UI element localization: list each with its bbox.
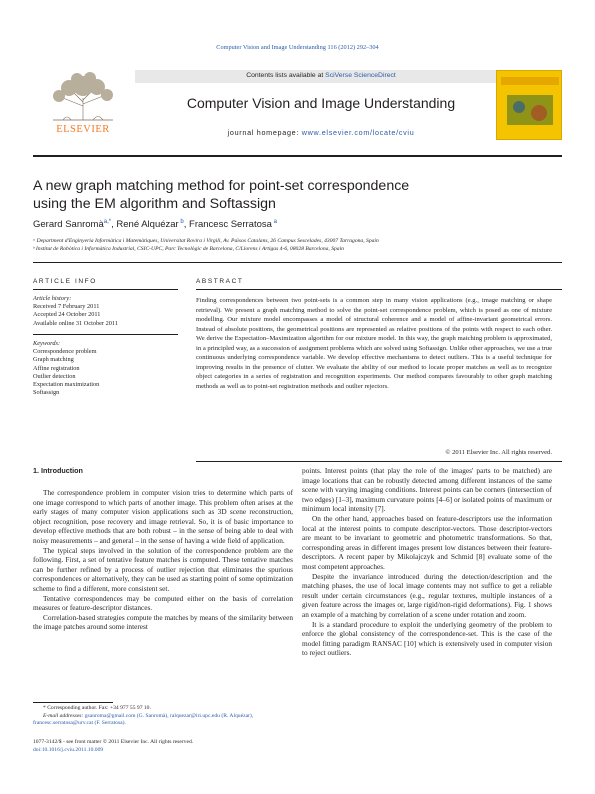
paragraph: On the other hand, approaches based on feature-descriptors use the information local at the interest points to compute descriptor-vectors. Those descriptor-vectors are meant to be invariant to geometric and photometric transformations. So that, corresponding areas in different images present low distances between their feature-descriptors. A recent paper by Mikolajczyk and Schmid [8] evaluate some of the most competent approaches.	[302, 513, 552, 571]
paragraph: The correspondence problem in computer vision tries to determine which parts of one image correspond to which parts of another image. This problem often arises at the early stages of many computer vision applications such as 3D scene reconstruction, object recognition, pose recovery and image retrieval. So, it is of basic importance to develop effective methods that are both robust – in the sense of being able to deal with noisy measurements – and general – in the sense of having a wide field of application.	[33, 488, 293, 545]
elsevier-wordmark: ELSEVIER	[56, 124, 110, 135]
keyword: Expectation maximization	[33, 381, 100, 389]
email-links[interactable]: gsanroma@gmail.com (G. Sanromà), ralquezar@iri.upc.edu (R. Alquézar), francesc.serratosa@urv.cat (F. Serratosa).	[33, 712, 254, 727]
corresponding-author-note: * Corresponding author. Fax: +34 977 55 97 10.	[43, 705, 151, 711]
keyword: Affine registration	[33, 364, 80, 372]
history-item: Received 7 February 2011	[33, 303, 100, 311]
affiliation-rule	[33, 262, 562, 263]
author-list: Gerard Sanromà$^{a,*}$, René Alquézar $^b$, Francesc Serratosa $^a$	[33, 219, 277, 231]
author-name: René Alquézar	[116, 219, 179, 231]
author-affiliation-mark[interactable]: a	[273, 219, 277, 225]
title-line-2: using the EM algorithm and Softassign	[33, 196, 276, 212]
journal-reference[interactable]: Computer Vision and Image Understanding 116 (2012) 292–304	[216, 44, 379, 51]
section-heading-introduction: 1. Introduction	[33, 466, 83, 475]
keywords-rule	[33, 334, 178, 335]
author-name: Francesc Serratosa	[189, 219, 272, 231]
abstract-copyright: © 2011 Elsevier Inc. All rights reserved.	[445, 449, 552, 456]
paragraph: points. Interest points (that play the role of the images' parts to be matched) are image locations that can be robustly detected among different instances of the same scene with varying imaging conditions. Interest points can be corners (intersection of two edges) [1–3], maximum curvature points [4–6] or isolated points of maximum or minimum local intensity [7].	[302, 466, 552, 514]
homepage-link[interactable]: www.elsevier.com/locate/cviu	[301, 128, 415, 137]
author-affiliation-mark[interactable]: b	[180, 219, 184, 225]
journal-cover-image	[496, 70, 562, 140]
sciencedirect-link[interactable]: SciVerse ScienceDirect	[325, 72, 396, 79]
history-item: Accepted 24 October 2011	[33, 311, 101, 319]
history-label: Article history:	[33, 295, 72, 302]
title-line-1: A new graph matching method for point-set correspondence	[33, 178, 410, 194]
footnotes	[33, 705, 293, 728]
paragraph: The typical steps involved in the solution of the correspondence problem are the following. First, a set of tentative feature matches is computed. These tentative matches can be further refined by a process of outlier rejection that eliminates the spurious correspondences or alternatively, they can be used as starting point of some optimization scheme to find a different, more consistent set.	[33, 545, 293, 593]
paragraph: It is a standard procedure to exploit the underlying geometry of the problem to enforce the global consistency of the correspondence-set. This is the case of the model fitting paradigm RANSAC [10] which is extensively used in computer vision to reject outliers.	[302, 619, 552, 658]
elsevier-tree-logo	[33, 70, 133, 135]
right-column-text	[302, 466, 552, 658]
keywords	[33, 340, 99, 397]
abstract-bottom-rule	[196, 461, 562, 462]
journal-title: Computer Vision and Image Understanding	[186, 95, 456, 111]
article-info-rule	[33, 289, 178, 290]
keyword: Graph matching	[33, 356, 74, 364]
contents-prefix: Contents lists available at	[246, 72, 326, 79]
affiliation-b: ᵇ Institut de Robòtica i Informàtica Industrial, CSIC-UPC, Parc Tecnològic de Barcelona, C/Llorens i Artigas 4-6, 08028 Barcelona, Spain	[33, 246, 344, 252]
article-title	[33, 177, 453, 213]
journal-header	[33, 70, 562, 153]
footnote-rule	[33, 702, 113, 703]
email-label: E-mail addresses:	[43, 712, 85, 719]
abstract-heading: ABSTRACT	[196, 278, 244, 285]
abstract-text: Finding correspondences between two point-sets is a common step in many vision applications (e.g., image matching or shape retrieval). We present a graph matching method to solve the point-set correspondence problem, which is posed as one of mixture modelling. Our mixture model encompasses a model of structural coherence and a model of affine-invariant geometrical errors. Instead of absolute positions, the geometrical positions are represented as relative positions of the points with respect to each other. We derive the Expectation–Maximization algorithm for our mixture model. In this way, the graph matching problem is approximated, in a principled way, as a succession of assignment problems which are solved using Softassign. Unlike other approaches, we use a true continuous underlying correspondence variable. We develop effective mechanisms to detect outliers. This is a useful technique for improving results in the presence of clutter. We evaluate the ability of our method to locate proper matches as well as to recognize object categories in a series of registration and recognition experiments. Our method compares favourably to other graph matching methods as well as to point-set registration methods and outlier rejectors.	[196, 297, 552, 390]
article-info-heading: ARTICLE INFO	[33, 278, 97, 285]
keyword: Outlier detection	[33, 372, 76, 380]
history-item: Available online 31 October 2011	[33, 319, 118, 327]
contents-line	[135, 72, 507, 79]
keyword: Correspondence problem	[33, 348, 97, 356]
affiliation-a: ᵃ Department d'Enginyeria Informàtica i Matemàtiques, Universitat Rovira i Virgili, Av. Països Catalans, 26 Campus Sescelades, 43007 Tarragona, Spain	[33, 238, 379, 244]
journal-homepage	[135, 128, 507, 137]
keyword: Softassign	[33, 389, 60, 397]
paragraph: Tentative correspondences may be computed either on the basis of correlation measures or feature-descriptor distances.	[33, 593, 293, 613]
left-column-text	[33, 488, 293, 632]
doi-link[interactable]: doi:10.1016/j.cviu.2011.10.009	[33, 746, 104, 753]
issn-line: 1077-3142/$ - see front matter © 2011 Elsevier Inc. All rights reserved.	[33, 739, 194, 745]
email-addresses	[33, 713, 293, 728]
author-affiliation-mark[interactable]: a,*	[103, 219, 112, 225]
paragraph: Correlation-based strategies compute the matches by means of the similarity between the image patches around some interest	[33, 612, 293, 632]
homepage-prefix: journal homepage:	[227, 128, 302, 137]
article-history	[33, 295, 118, 328]
author-name: Gerard Sanromà	[33, 219, 104, 231]
abstract-rule	[196, 289, 562, 290]
paragraph: Despite the invariance introduced during the detection/description and the matching phases, the use of local image contents may not suffice to get a reliable result under certain circumstances (e.g., regular textures, multiple instances of a given feature across the images or, large rigid/non-rigid deformations). Fig. 1 shows an example of a matching by correlation of a scene under rotation and zoom.	[302, 571, 552, 619]
header-rule	[33, 155, 562, 157]
publication-meta	[33, 739, 293, 754]
keywords-label: Keywords:	[33, 340, 61, 347]
